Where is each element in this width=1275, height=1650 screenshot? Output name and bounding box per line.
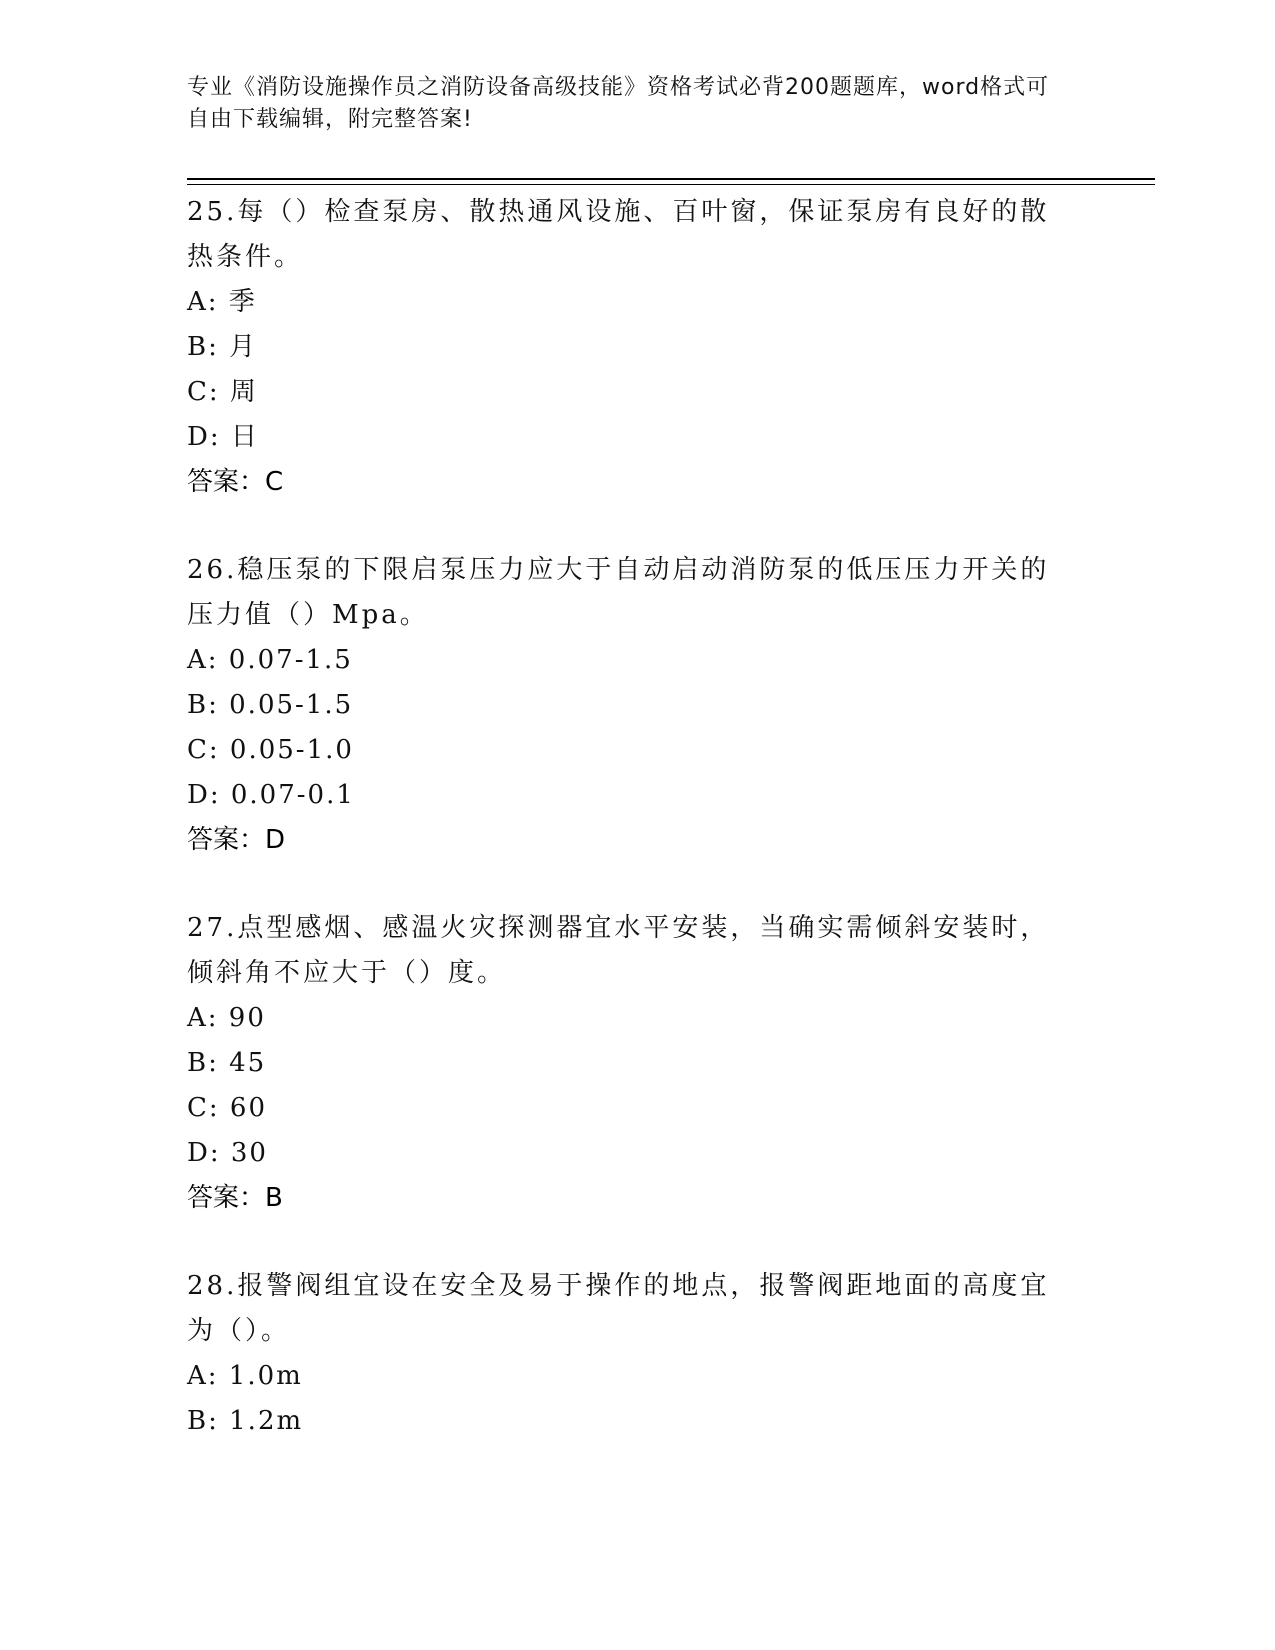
question-stem: 27.点型感烟、感温火灾探测器宜水平安装，当确实需倾斜安装时，倾斜角不应大于（）度。 bbox=[187, 913, 1050, 988]
option-c: C: 0.05-1.0 bbox=[187, 735, 354, 765]
question-28 bbox=[187, 1264, 1077, 1444]
option-d: D: 30 bbox=[187, 1138, 268, 1168]
question-27 bbox=[187, 906, 1077, 1221]
option-c: C: 60 bbox=[187, 1093, 268, 1123]
header-divider-thin bbox=[187, 184, 1155, 185]
option-c: C: 周 bbox=[187, 377, 258, 407]
option-b: B: 0.05-1.5 bbox=[187, 690, 354, 720]
option-b: B: 1.2m bbox=[187, 1406, 304, 1436]
option-d: D: 0.07-0.1 bbox=[187, 780, 355, 810]
option-d: D: 日 bbox=[187, 422, 259, 452]
question-25 bbox=[187, 190, 1077, 505]
question-stem: 28.报警阀组宜设在安全及易于操作的地点，报警阀距地面的高度宜为（）。 bbox=[187, 1271, 1050, 1346]
option-a: A: 1.0m bbox=[187, 1361, 303, 1391]
answer-line: 答案：C bbox=[187, 467, 284, 497]
question-26 bbox=[187, 548, 1077, 863]
question-stem: 26.稳压泵的下限启泵压力应大于自动启动消防泵的低压压力开关的压力值（）Mpa。 bbox=[187, 555, 1050, 630]
option-a: A: 90 bbox=[187, 1003, 266, 1033]
option-a: A: 季 bbox=[187, 287, 257, 317]
answer-line: 答案：B bbox=[187, 1183, 283, 1213]
question-list bbox=[187, 190, 1077, 1444]
option-b: B: 45 bbox=[187, 1048, 267, 1078]
option-a: A: 0.07-1.5 bbox=[187, 645, 353, 675]
question-stem: 25.每（）检查泵房、散热通风设施、百叶窗，保证泵房有良好的散热条件。 bbox=[187, 197, 1050, 272]
document-header: 专业《消防设施操作员之消防设备高级技能》资格考试必背200题题库，word格式可自由下载编辑，附完整答案! bbox=[187, 75, 1050, 132]
answer-line: 答案：D bbox=[187, 825, 286, 855]
option-b: B: 月 bbox=[187, 332, 258, 362]
header-divider-thick bbox=[187, 178, 1155, 180]
